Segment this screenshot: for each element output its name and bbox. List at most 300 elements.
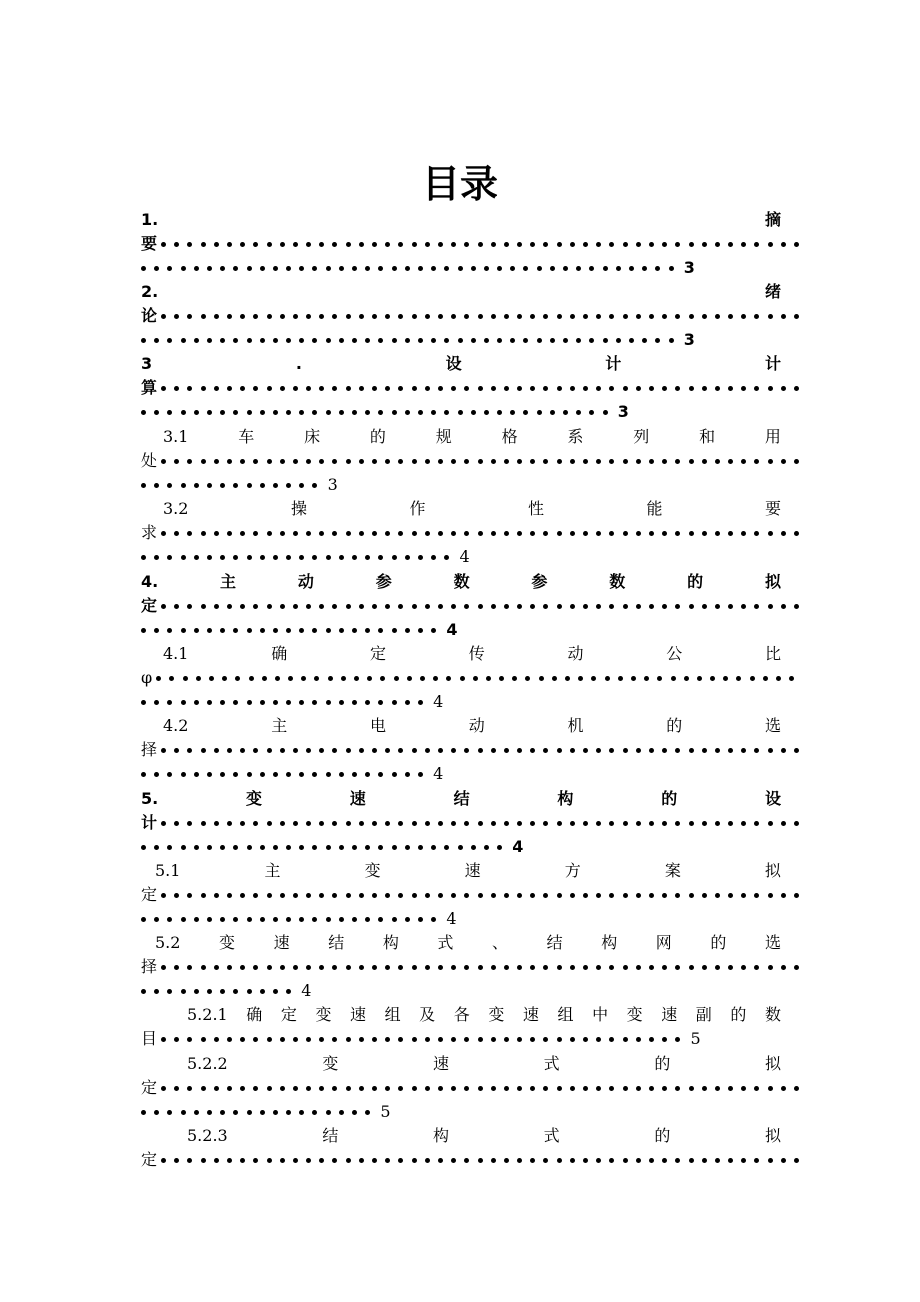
- leader-dot: [662, 1086, 667, 1091]
- dot-leader: [161, 376, 807, 400]
- leader-dot: [154, 772, 159, 777]
- leader-dot: [715, 314, 720, 319]
- leader-dot: [570, 531, 575, 536]
- leader-dot: [754, 1158, 759, 1163]
- leader-end: [141, 690, 443, 714]
- leader-dot: [438, 1158, 443, 1163]
- leader-dot: [398, 314, 403, 319]
- leader-dot: [240, 893, 245, 898]
- leader-dot: [365, 410, 370, 415]
- leader-dot: [385, 965, 390, 970]
- leader-dot: [332, 1086, 337, 1091]
- leader-dot: [530, 893, 535, 898]
- leader-dot: [689, 1158, 694, 1163]
- leader-dot: [471, 338, 476, 343]
- leader-dot: [563, 266, 568, 271]
- toc-entry-heading[interactable]: [141, 280, 781, 304]
- section-number: 4.1: [163, 644, 189, 663]
- leader-dot: [741, 893, 746, 898]
- leader-dot: [715, 748, 720, 753]
- leader-dot: [557, 242, 562, 247]
- leader-dot: [446, 676, 451, 681]
- leader-dot: [194, 266, 199, 271]
- leader-dot: [161, 1086, 166, 1091]
- leader-dot: [267, 1037, 272, 1042]
- leader-dot: [227, 242, 232, 247]
- toc-entry-heading[interactable]: [141, 787, 781, 811]
- leader-dot: [378, 410, 383, 415]
- leader-dot: [557, 1037, 562, 1042]
- leader-dot: [565, 676, 570, 681]
- heading-char: 速: [464, 861, 481, 880]
- leader-dot: [339, 845, 344, 850]
- leader-dot: [669, 266, 674, 271]
- leader-dot: [220, 555, 225, 560]
- leader-dot: [431, 917, 436, 922]
- page-number: 4: [446, 620, 458, 639]
- leader-dot: [319, 1086, 324, 1091]
- leader-dot: [385, 531, 390, 536]
- leader-dot: [458, 266, 463, 271]
- toc-entry-heading[interactable]: [187, 1003, 781, 1027]
- leader-dot: [161, 821, 166, 826]
- leader-dot: [253, 821, 258, 826]
- leader-dot: [174, 242, 179, 247]
- heading-char: 确: [246, 1005, 263, 1024]
- leader-start: [141, 811, 807, 835]
- dot-leader: [161, 594, 807, 618]
- leader-dot: [352, 555, 357, 560]
- heading-char: 设: [764, 789, 781, 808]
- leader-dot: [365, 628, 370, 633]
- leader-dot: [405, 917, 410, 922]
- heading-char: 性: [527, 499, 544, 518]
- leader-dot: [689, 531, 694, 536]
- leader-dot: [319, 242, 324, 247]
- leader-dot: [392, 845, 397, 850]
- leader-dot: [675, 821, 680, 826]
- leader-dot: [233, 1110, 238, 1115]
- leader-dot: [609, 459, 614, 464]
- leader-dot: [473, 676, 478, 681]
- leader-dot: [728, 242, 733, 247]
- leader-dot: [781, 314, 786, 319]
- leader-dot: [299, 266, 304, 271]
- leader-dot: [253, 893, 258, 898]
- leader-dot: [570, 893, 575, 898]
- heading-char: 择: [141, 957, 158, 976]
- toc-entry-heading[interactable]: [141, 208, 781, 232]
- leader-dot: [583, 965, 588, 970]
- leader-start: [141, 1027, 701, 1051]
- leader-dot: [240, 1037, 245, 1042]
- leader-dot: [319, 386, 324, 391]
- leader-dot: [253, 531, 258, 536]
- leader-dot: [181, 338, 186, 343]
- leader-dot: [444, 338, 449, 343]
- heading-char: 结: [328, 933, 345, 952]
- dot-leader: [141, 979, 299, 1003]
- leader-dot: [557, 893, 562, 898]
- leader-dot: [433, 676, 438, 681]
- leader-dot: [675, 1158, 680, 1163]
- leader-dot: [412, 1158, 417, 1163]
- leader-dot: [412, 386, 417, 391]
- leader-dot: [339, 772, 344, 777]
- leader-dot: [675, 459, 680, 464]
- page-number: 3: [327, 475, 338, 494]
- leader-dot: [247, 845, 252, 850]
- leader-dot: [629, 338, 634, 343]
- leader-dot: [425, 748, 430, 753]
- leader-dot: [425, 893, 430, 898]
- heading-char: 结: [453, 789, 470, 808]
- toc-entry-heading[interactable]: [163, 497, 781, 521]
- leader-dot: [623, 1086, 628, 1091]
- heading-char: 格: [501, 427, 518, 446]
- leader-dot: [201, 1158, 206, 1163]
- leader-dot: [240, 314, 245, 319]
- heading-char: 结: [546, 933, 563, 952]
- leader-dot: [623, 893, 628, 898]
- leader-dot: [207, 700, 212, 705]
- leader-dot: [187, 531, 192, 536]
- leader-dot: [194, 338, 199, 343]
- leader-dot: [346, 748, 351, 753]
- leader-dot: [702, 965, 707, 970]
- leader-dot: [715, 893, 720, 898]
- toc-entry-heading[interactable]: [163, 714, 781, 738]
- leader-dot: [662, 459, 667, 464]
- leader-dot: [314, 676, 319, 681]
- leader-dot: [728, 386, 733, 391]
- leader-dot: [332, 314, 337, 319]
- leader-start: [141, 376, 807, 400]
- leader-dot: [451, 821, 456, 826]
- leader-dot: [312, 483, 317, 488]
- leader-dot: [339, 266, 344, 271]
- leader-dot: [220, 989, 225, 994]
- leader-dot: [741, 965, 746, 970]
- leader-dot: [167, 917, 172, 922]
- leader-dot: [657, 676, 662, 681]
- leader-dot: [715, 821, 720, 826]
- leader-dot: [372, 242, 377, 247]
- leader-dot: [464, 893, 469, 898]
- leader-dot: [214, 965, 219, 970]
- leader-dot: [649, 1158, 654, 1163]
- leader-dot: [642, 266, 647, 271]
- toc-entry-heading[interactable]: [163, 642, 781, 666]
- leader-dot: [715, 242, 720, 247]
- leader-dot: [141, 338, 146, 343]
- leader-dot: [662, 748, 667, 753]
- leader-dot: [253, 386, 258, 391]
- leader-dot: [517, 1158, 522, 1163]
- leader-dot: [425, 965, 430, 970]
- leader-dot: [655, 338, 660, 343]
- leader-dot: [306, 1037, 311, 1042]
- leader-dot: [372, 965, 377, 970]
- heading-char: 拟: [764, 861, 781, 880]
- leader-dot: [557, 386, 562, 391]
- leader-dot: [425, 459, 430, 464]
- leader-dot: [240, 965, 245, 970]
- leader-dot: [201, 314, 206, 319]
- leader-dot: [636, 893, 641, 898]
- leader-dot: [365, 266, 370, 271]
- leader-dot: [438, 965, 443, 970]
- leader-dot: [464, 748, 469, 753]
- leader-dot: [247, 917, 252, 922]
- leader-dot: [385, 1037, 390, 1042]
- leader-dot: [478, 821, 483, 826]
- leader-dot: [332, 1037, 337, 1042]
- leader-dot: [794, 242, 799, 247]
- leader-dot: [431, 266, 436, 271]
- leader-dot: [326, 845, 331, 850]
- leader-dot: [398, 242, 403, 247]
- leader-dot: [689, 893, 694, 898]
- leader-dot: [596, 314, 601, 319]
- leader-dot: [372, 386, 377, 391]
- leader-dot: [286, 1110, 291, 1115]
- leader-dot: [187, 604, 192, 609]
- section-number: 1.: [141, 210, 159, 229]
- leader-dot: [286, 700, 291, 705]
- heading-char: 中: [592, 1005, 609, 1024]
- dot-leader: [161, 1148, 807, 1172]
- leader-dot: [623, 531, 628, 536]
- leader-dot: [398, 1086, 403, 1091]
- leader-dot: [286, 483, 291, 488]
- leader-dot: [352, 772, 357, 777]
- leader-dot: [715, 604, 720, 609]
- leader-dot: [484, 845, 489, 850]
- heading-char: 数: [609, 572, 626, 591]
- leader-dot: [754, 459, 759, 464]
- leader-dot: [161, 459, 166, 464]
- leader-dot: [471, 845, 476, 850]
- leader-dot: [576, 266, 581, 271]
- section-number: 3.1: [163, 427, 189, 446]
- leader-dot: [161, 242, 166, 247]
- heading-char: 变: [626, 1005, 643, 1024]
- leader-dot: [418, 266, 423, 271]
- leader-dot: [392, 266, 397, 271]
- leader-dot: [609, 1037, 614, 1042]
- heading-char: 主: [264, 861, 281, 880]
- leader-dot: [537, 338, 542, 343]
- toc-entry-heading[interactable]: [163, 425, 781, 449]
- leader-dot: [286, 772, 291, 777]
- leader-dot: [141, 410, 146, 415]
- leader-dot: [741, 242, 746, 247]
- leader-dot: [451, 459, 456, 464]
- leader-dot: [517, 604, 522, 609]
- leader-dot: [286, 410, 291, 415]
- leader-dot: [392, 700, 397, 705]
- toc-entry-heading[interactable]: [187, 1124, 781, 1148]
- leader-dot: [491, 1086, 496, 1091]
- leader-dot: [715, 1086, 720, 1091]
- leader-dot: [728, 531, 733, 536]
- leader-dot: [154, 338, 159, 343]
- leader-dot: [201, 965, 206, 970]
- leader-dot: [220, 1110, 225, 1115]
- heading-char: 操: [290, 499, 307, 518]
- leader-dot: [418, 338, 423, 343]
- leader-dot: [715, 531, 720, 536]
- heading-char: 要: [141, 234, 158, 253]
- leader-dot: [286, 989, 291, 994]
- leader-dot: [201, 893, 206, 898]
- leader-dot: [201, 1037, 206, 1042]
- toc-entry-heading[interactable]: [141, 352, 781, 376]
- leader-dot: [280, 1086, 285, 1091]
- leader-dot: [187, 386, 192, 391]
- leader-dot: [365, 917, 370, 922]
- toc-entry-heading[interactable]: [155, 859, 781, 883]
- leader-dot: [669, 338, 674, 343]
- leader-dot: [286, 917, 291, 922]
- toc-entry-heading[interactable]: [141, 570, 781, 594]
- leader-dot: [570, 748, 575, 753]
- leader-dot: [623, 1158, 628, 1163]
- leader-dot: [464, 386, 469, 391]
- leader-dot: [227, 893, 232, 898]
- leader-dot: [392, 917, 397, 922]
- leader-dot: [662, 314, 667, 319]
- leader-dot: [675, 965, 680, 970]
- leader-dot: [214, 893, 219, 898]
- leader-dot: [240, 1086, 245, 1091]
- leader-dot: [280, 386, 285, 391]
- leader-dot: [662, 965, 667, 970]
- leader-dot: [273, 1110, 278, 1115]
- leader-dot: [299, 700, 304, 705]
- leader-dot: [167, 845, 172, 850]
- heading-char: 处: [141, 451, 158, 470]
- leader-dot: [420, 676, 425, 681]
- heading-char: 组: [384, 1005, 401, 1024]
- leader-dot: [557, 1158, 562, 1163]
- leader-dot: [563, 338, 568, 343]
- leader-dot: [220, 338, 225, 343]
- leader-dot: [636, 1037, 641, 1042]
- leader-dot: [339, 628, 344, 633]
- leader-dot: [247, 483, 252, 488]
- leader-dot: [267, 965, 272, 970]
- leader-dot: [398, 386, 403, 391]
- leader-dot: [451, 531, 456, 536]
- leader-dot: [293, 1158, 298, 1163]
- heading-char: 择: [141, 740, 158, 759]
- leader-dot: [293, 314, 298, 319]
- leader-dot: [253, 604, 258, 609]
- leader-dot: [385, 748, 390, 753]
- leader-dot: [491, 604, 496, 609]
- leader-dot: [293, 531, 298, 536]
- leader-dot: [214, 1158, 219, 1163]
- toc-entry-heading[interactable]: [155, 931, 781, 955]
- leader-dot: [167, 555, 172, 560]
- leader-dot: [392, 772, 397, 777]
- leader-dot: [352, 845, 357, 850]
- leader-dot: [444, 266, 449, 271]
- leader-dot: [702, 1158, 707, 1163]
- leader-dot: [346, 314, 351, 319]
- leader-dot: [497, 410, 502, 415]
- leader-dot: [214, 531, 219, 536]
- leader-dot: [596, 531, 601, 536]
- leader-dot: [460, 676, 465, 681]
- leader-dot: [451, 1086, 456, 1091]
- heading-char: 定: [141, 1078, 158, 1097]
- leader-end: [141, 256, 695, 280]
- leader-dot: [543, 748, 548, 753]
- leader-dot: [201, 242, 206, 247]
- leader-dot: [484, 266, 489, 271]
- leader-dot: [418, 917, 423, 922]
- leader-dot: [794, 531, 799, 536]
- leader-dot: [530, 604, 535, 609]
- leader-dot: [649, 1086, 654, 1091]
- leader-dot: [702, 604, 707, 609]
- toc-entry-heading[interactable]: [187, 1052, 781, 1076]
- leader-dot: [491, 821, 496, 826]
- leader-end: [141, 545, 470, 569]
- leader-dot: [299, 772, 304, 777]
- leader-dot: [570, 821, 575, 826]
- leader-dot: [260, 1110, 265, 1115]
- leader-dot: [458, 338, 463, 343]
- leader-dot: [306, 314, 311, 319]
- leader-dot: [504, 531, 509, 536]
- dot-leader: [141, 762, 431, 786]
- leader-dot: [623, 459, 628, 464]
- leader-dot: [267, 893, 272, 898]
- leader-dot: [253, 748, 258, 753]
- leader-dot: [464, 821, 469, 826]
- leader-dot: [768, 386, 773, 391]
- leader-dot: [214, 386, 219, 391]
- leader-dot: [378, 555, 383, 560]
- leader-dot: [154, 1110, 159, 1115]
- leader-dot: [754, 1086, 759, 1091]
- leader-dot: [425, 242, 430, 247]
- leader-dot: [517, 893, 522, 898]
- heading-char: 组: [557, 1005, 574, 1024]
- leader-dot: [181, 266, 186, 271]
- leader-dot: [260, 410, 265, 415]
- leader-dot: [194, 845, 199, 850]
- heading-char: 主: [271, 716, 288, 735]
- leader-dot: [576, 410, 581, 415]
- leader-dot: [616, 338, 621, 343]
- heading-char: 变: [322, 1054, 339, 1073]
- leader-dot: [385, 314, 390, 319]
- page-number: 5: [380, 1102, 391, 1121]
- heading-char: 速: [522, 1005, 539, 1024]
- leader-dot: [326, 917, 331, 922]
- heading-char: 速: [273, 933, 290, 952]
- heading-char: 规: [435, 427, 452, 446]
- leader-end: [141, 907, 457, 931]
- heading-char: 拟: [764, 1126, 781, 1145]
- leader-dot: [768, 604, 773, 609]
- leader-dot: [154, 628, 159, 633]
